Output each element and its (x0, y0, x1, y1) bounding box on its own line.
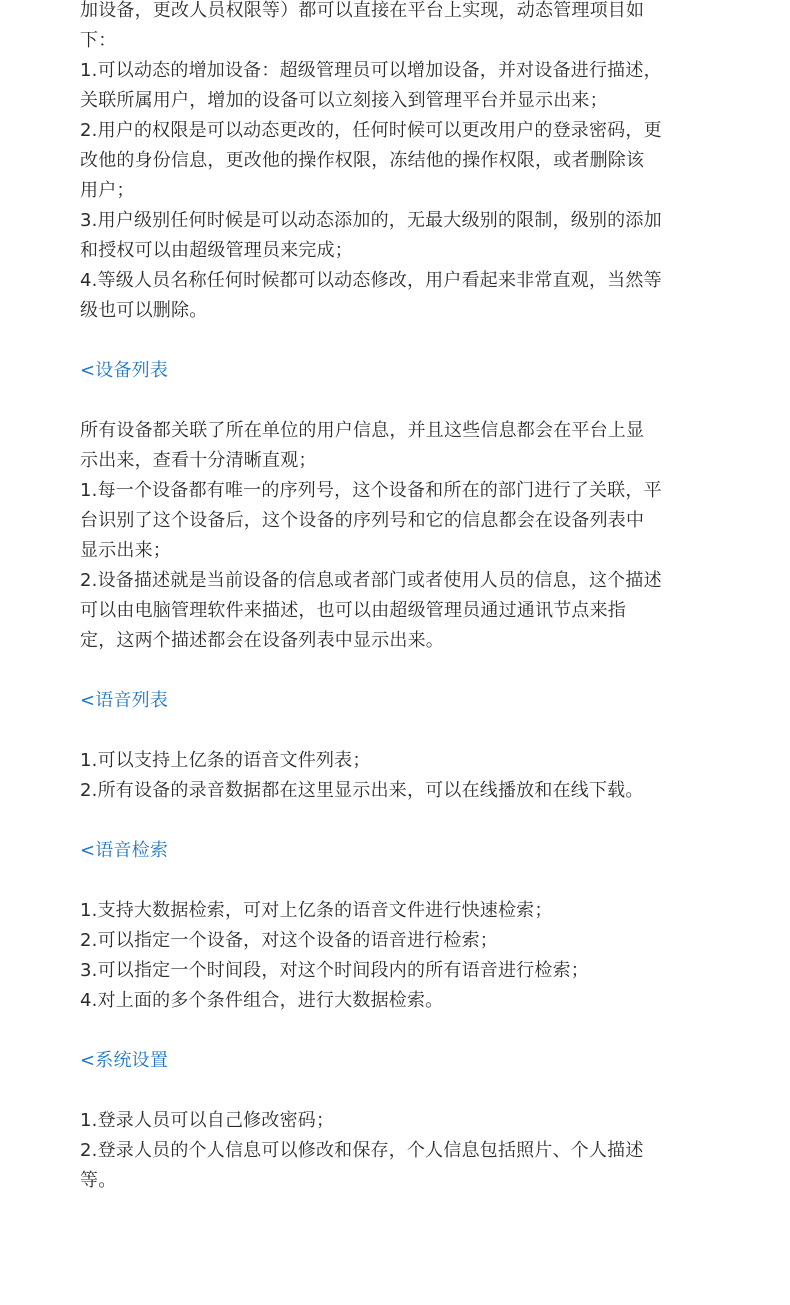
voice-search-section (80, 896, 710, 1016)
spacer (80, 806, 710, 836)
paragraph-line: 示出来，查看十分清晰直观； (80, 450, 317, 471)
paragraph-line: 2.所有设备的录音数据都在这里显示出来，可以在线播放和在线下载。 (80, 780, 644, 801)
intro-line: 2.用户的权限是可以动态更改的，任何时候可以更改用户的登录密码，更 (80, 120, 662, 141)
intro-section (80, 0, 710, 326)
paragraph-line: 2.设备描述就是当前设备的信息或者部门或者使用人员的信息，这个描述 (80, 570, 662, 591)
spacer (80, 326, 710, 356)
intro-line: 4.等级人员名称任何时候都可以动态修改，用户看起来非常直观，当然等 (80, 270, 662, 291)
paragraph-line: 2.登录人员的个人信息可以修改和保存，个人信息包括照片、个人描述 (80, 1140, 644, 1161)
intro-line: 和授权可以由超级管理员来完成； (80, 240, 353, 261)
paragraph-line: 1.支持大数据检索，可对上亿条的语音文件进行快速检索； (80, 900, 553, 921)
paragraph-line: 显示出来； (80, 540, 171, 561)
paragraph-line: 所有设备都关联了所在单位的用户信息，并且这些信息都会在平台上显 (80, 420, 645, 441)
section-heading-device-list: <设备列表 (80, 360, 169, 381)
spacer (80, 716, 710, 746)
paragraph-line: 1.每一个设备都有唯一的序列号，这个设备和所在的部门进行了关联，平 (80, 480, 662, 501)
spacer (80, 866, 710, 896)
paragraph-line: 定，这两个描述都会在设备列表中显示出来。 (80, 630, 444, 651)
article-body (80, 0, 710, 1196)
section-heading-system-settings: <系统设置 (80, 1050, 169, 1071)
paragraph-line: 可以由电脑管理软件来描述，也可以由超级管理员通过通讯节点来指 (80, 600, 626, 621)
paragraph-line: 1.可以支持上亿条的语音文件列表； (80, 750, 371, 771)
intro-line: 级也可以删除。 (80, 300, 208, 321)
paragraph-line: 3.可以指定一个时间段，对这个时间段内的所有语音进行检索； (80, 960, 589, 981)
spacer (80, 656, 710, 686)
intro-line: 下： (80, 30, 117, 51)
intro-line: 1.可以动态的增加设备：超级管理员可以增加设备，并对设备进行描述， (80, 60, 662, 81)
paragraph-line: 1.登录人员可以自己修改密码； (80, 1110, 335, 1131)
paragraph-line: 2.可以指定一个设备，对这个设备的语音进行检索； (80, 930, 498, 951)
section-heading-voice-list: <语音列表 (80, 690, 169, 711)
intro-line: 用户； (80, 180, 135, 201)
section-heading-voice-search: <语音检索 (80, 840, 169, 861)
intro-line: 改他的身份信息，更改他的操作权限，冻结他的操作权限，或者删除该 (80, 150, 645, 171)
paragraph-line: 台识别了这个设备后，这个设备的序列号和它的信息都会在设备列表中 (80, 510, 645, 531)
paragraph-line: 4.对上面的多个条件组合，进行大数据检索。 (80, 990, 444, 1011)
spacer (80, 1076, 710, 1106)
paragraph-line: 等。 (80, 1170, 117, 1191)
intro-line: 加设备，更改人员权限等）都可以直接在平台上实现，动态管理项目如 (80, 0, 645, 21)
voice-list-section (80, 746, 710, 806)
intro-line: 关联所属用户，增加的设备可以立刻接入到管理平台并显示出来； (80, 90, 608, 111)
device-list-section (80, 416, 710, 656)
intro-line: 3.用户级别任何时候是可以动态添加的，无最大级别的限制，级别的添加 (80, 210, 662, 231)
system-settings-section (80, 1106, 710, 1196)
spacer (80, 1016, 710, 1046)
spacer (80, 386, 710, 416)
